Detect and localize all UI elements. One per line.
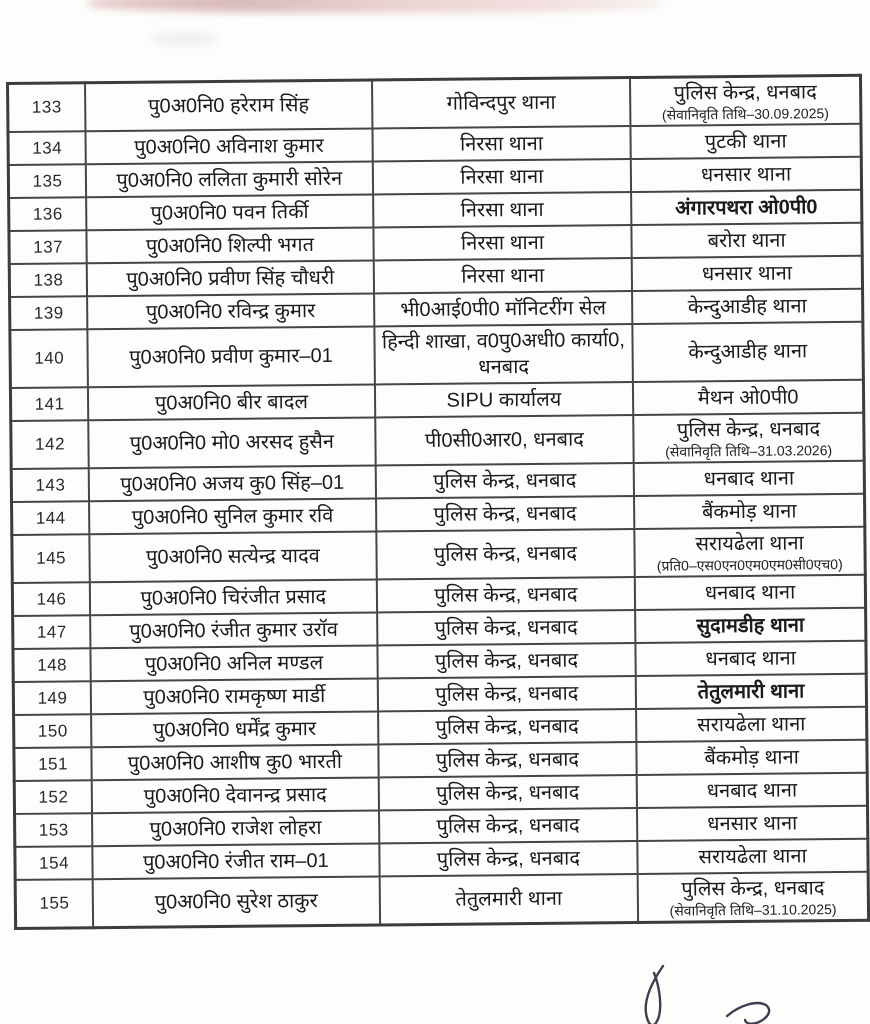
to-posting-cell bbox=[633, 380, 864, 415]
to-posting: धनसार थाना bbox=[707, 812, 798, 836]
officer-name: पु0अ0नि0 राजेश लोहरा bbox=[149, 816, 322, 841]
to-posting: केन्दुआडीह थाना bbox=[688, 340, 808, 364]
officer-name: पु0अ0नि0 रामकृष्ण मार्डी bbox=[143, 684, 326, 709]
retirement-note: (सेवानिवृति तिथि–31.03.2026) bbox=[665, 442, 833, 460]
from-posting: निरसा थाना bbox=[459, 132, 544, 156]
from-posting: पुलिस केन्द्र, धनबाद bbox=[435, 715, 579, 739]
officer-name: पु0अ0नि0 अजय कु0 सिंह–01 bbox=[120, 471, 345, 496]
to-posting: धनसार थाना bbox=[700, 163, 792, 186]
from-posting-cell bbox=[375, 415, 634, 466]
table-row bbox=[11, 413, 864, 469]
serial-cell bbox=[14, 780, 92, 814]
officer-name: पु0अ0नि0 सुनिल कुमार रवि bbox=[131, 504, 334, 529]
to-posting-cell bbox=[637, 773, 868, 808]
name-cell bbox=[88, 418, 375, 469]
table-row bbox=[12, 527, 865, 583]
retirement-note: (सेवानिवृति तिथि–31.10.2025) bbox=[669, 901, 837, 919]
to-posting-cell bbox=[631, 124, 862, 159]
from-posting-cell bbox=[374, 291, 633, 326]
table-row bbox=[15, 872, 868, 929]
to-posting-cell bbox=[634, 494, 865, 529]
serial-number: 149 bbox=[37, 688, 68, 708]
name-cell bbox=[93, 877, 380, 928]
to-posting: सरायढेला थाना bbox=[698, 845, 807, 869]
serial-number: 153 bbox=[38, 820, 69, 840]
to-posting-cell bbox=[632, 289, 863, 324]
name-cell bbox=[91, 646, 378, 682]
serial-number: 141 bbox=[34, 394, 65, 414]
to-posting: पुलिस केन्द्र, धनबाद bbox=[676, 418, 821, 442]
serial-cell bbox=[13, 615, 91, 649]
serial-number: 142 bbox=[35, 434, 66, 454]
name-cell bbox=[90, 613, 377, 649]
name-cell bbox=[89, 532, 376, 583]
officer-name: पु0अ0नि0 पवन तिर्की bbox=[150, 200, 309, 225]
serial-number: 134 bbox=[32, 138, 63, 158]
to-posting: पुलिस केन्द्र, धनबाद bbox=[673, 81, 817, 105]
officer-name: पु0अ0नि0 प्रवीण कुमार–01 bbox=[129, 344, 333, 369]
to-posting-cell bbox=[638, 872, 869, 923]
to-posting: धनसार थाना bbox=[701, 262, 793, 285]
serial-cell bbox=[14, 714, 92, 748]
from-posting-cell bbox=[375, 382, 634, 417]
officer-name: पु0अ0नि0 आशीष कु0 भारती bbox=[127, 750, 343, 775]
serial-number: 147 bbox=[36, 622, 67, 642]
name-cell bbox=[92, 844, 379, 880]
serial-cell bbox=[12, 582, 90, 616]
to-posting: बरोरा थाना bbox=[707, 229, 786, 252]
serial-number: 133 bbox=[31, 97, 62, 117]
serial-cell bbox=[8, 164, 86, 198]
serial-cell bbox=[8, 131, 86, 165]
from-posting: पी0सी0आर0, धनबाद bbox=[424, 428, 584, 453]
serial-number: 148 bbox=[37, 655, 68, 675]
from-posting-cell bbox=[376, 496, 635, 531]
name-cell bbox=[92, 778, 379, 814]
serial-cell bbox=[15, 846, 93, 880]
to-posting-cell bbox=[636, 707, 867, 742]
faint-scan-artifact bbox=[150, 34, 220, 44]
officer-name: पु0अ0नि0 प्रवीण सिंह चौधरी bbox=[126, 266, 335, 291]
from-posting: निरसा थाना bbox=[460, 198, 544, 222]
to-posting-cell bbox=[637, 806, 868, 841]
from-posting: भी0आई0पी0 मॉनिटरींग सेल bbox=[400, 296, 607, 321]
from-posting-cell bbox=[379, 874, 638, 925]
serial-cell bbox=[9, 230, 87, 264]
from-posting: पुलिस केन्द्र, धनबाद bbox=[433, 542, 578, 567]
from-posting-cell bbox=[372, 78, 631, 129]
top-ink-smudge-artifact bbox=[88, 0, 663, 13]
to-posting-cell bbox=[635, 527, 866, 577]
transfer-table-container bbox=[6, 74, 870, 931]
serial-number: 146 bbox=[36, 589, 67, 609]
serial-cell bbox=[12, 534, 90, 583]
from-posting: निरसा थाना bbox=[461, 264, 545, 288]
name-cell bbox=[85, 80, 372, 131]
officer-name: पु0अ0नि0 रविन्द्र कुमार bbox=[145, 299, 316, 324]
to-posting-cell bbox=[633, 322, 864, 382]
serial-number: 144 bbox=[35, 508, 66, 528]
to-posting: बैंकमोड़ थाना bbox=[701, 500, 797, 524]
name-cell bbox=[89, 499, 376, 535]
from-posting-cell bbox=[373, 225, 632, 260]
to-posting: धनबाद थाना bbox=[705, 647, 796, 671]
from-posting-cell bbox=[378, 742, 637, 777]
to-posting: तेतुलमारी थाना bbox=[697, 680, 805, 704]
name-cell bbox=[92, 745, 379, 781]
from-posting: पुलिस केन्द्र, धनबाद bbox=[435, 748, 580, 772]
from-posting: पुलिस केन्द्र, धनबाद bbox=[436, 781, 580, 805]
name-cell bbox=[88, 385, 375, 421]
serial-cell bbox=[15, 813, 93, 847]
to-posting-cell bbox=[632, 223, 863, 258]
retirement-note: (सेवानिवृति तिथि–30.09.2025) bbox=[661, 105, 829, 123]
to-posting: सुदामडीह थाना bbox=[696, 614, 805, 638]
from-posting-cell bbox=[378, 775, 637, 810]
from-posting: पुलिस केन्द्र, धनबाद bbox=[434, 583, 578, 607]
from-posting: पुलिस केन्द्र, धनबाद bbox=[434, 616, 578, 640]
to-posting-cell bbox=[632, 256, 863, 291]
serial-number: 140 bbox=[34, 348, 65, 368]
serial-cell bbox=[14, 747, 92, 781]
name-cell bbox=[91, 712, 378, 748]
from-posting-cell bbox=[372, 126, 631, 161]
officer-name: पु0अ0नि0 चिरंजीत प्रसाद bbox=[140, 585, 327, 610]
serial-cell bbox=[13, 648, 91, 682]
name-cell bbox=[92, 811, 379, 847]
name-cell bbox=[89, 466, 376, 502]
from-posting: हिन्दी शाखा, व0पु0अधी0 कार्या0, धनबाद bbox=[381, 329, 625, 379]
name-cell bbox=[87, 261, 374, 297]
to-posting-cell bbox=[631, 157, 862, 192]
from-posting-cell bbox=[377, 643, 636, 678]
officer-name: पु0अ0नि0 रंजीत राम–01 bbox=[142, 849, 329, 874]
officer-name: पु0अ0नि0 रंजीत कुमार उरॉव bbox=[129, 618, 339, 643]
to-posting: धनबाद थाना bbox=[703, 467, 795, 491]
to-posting: पुटकी थाना bbox=[704, 130, 787, 153]
from-posting-cell bbox=[377, 610, 636, 645]
officer-name: पु0अ0नि0 बीर बादल bbox=[154, 390, 309, 415]
from-posting: पुलिस केन्द्र, धनबाद bbox=[433, 469, 577, 493]
from-posting-cell bbox=[377, 676, 636, 711]
from-posting-cell bbox=[372, 159, 631, 194]
serial-number: 150 bbox=[37, 721, 68, 741]
from-posting-cell bbox=[379, 841, 638, 876]
table-row bbox=[10, 322, 864, 388]
name-cell bbox=[86, 162, 373, 198]
serial-number: 136 bbox=[32, 204, 63, 224]
from-posting-cell bbox=[374, 324, 633, 384]
name-cell bbox=[90, 580, 377, 616]
officer-name: पु0अ0नि0 हरेराम सिंह bbox=[148, 94, 310, 118]
to-posting: धनबाद थाना bbox=[706, 779, 798, 803]
from-posting-cell bbox=[376, 577, 635, 612]
officer-name: पु0अ0नि0 सुरेश ठाकुर bbox=[154, 890, 318, 914]
serial-cell bbox=[9, 197, 87, 231]
from-posting: SIPU कार्यालय bbox=[446, 388, 562, 412]
to-posting-cell bbox=[633, 413, 864, 463]
from-posting-cell bbox=[378, 709, 637, 744]
to-posting: मैथन ओ0पी0 bbox=[697, 386, 799, 409]
to-posting: केन्दुआडीह थाना bbox=[687, 294, 807, 319]
name-cell bbox=[86, 129, 373, 165]
name-cell bbox=[87, 294, 374, 330]
from-posting: निरसा थाना bbox=[460, 165, 544, 189]
serial-number: 155 bbox=[39, 893, 70, 914]
transfer-table-body bbox=[8, 75, 869, 929]
to-posting: बैंकमोड़ थाना bbox=[704, 746, 799, 770]
retirement-note: (प्रति0–एस0एन0एम0एम0सी0एच0) bbox=[656, 556, 843, 574]
officer-name: पु0अ0नि0 अविनाश कुमार bbox=[134, 134, 324, 159]
serial-cell bbox=[11, 420, 89, 469]
from-posting: निरसा थाना bbox=[460, 231, 545, 255]
to-posting-cell bbox=[631, 190, 862, 225]
to-posting: सरायढेला थाना bbox=[697, 713, 806, 737]
to-posting-cell bbox=[634, 461, 865, 496]
to-posting-cell bbox=[635, 608, 866, 643]
to-posting: अंगारपथरा ओ0पी0 bbox=[675, 195, 818, 220]
officer-name: पु0अ0नि0 सत्येन्द्र यादव bbox=[146, 545, 320, 569]
officer-name: पु0अ0नि0 देवानन्द्र प्रसाद bbox=[143, 783, 327, 808]
serial-cell bbox=[13, 681, 91, 715]
from-posting: गोविन्दपुर थाना bbox=[446, 91, 556, 115]
name-cell bbox=[86, 195, 373, 231]
serial-number: 154 bbox=[39, 853, 70, 873]
serial-number: 145 bbox=[36, 548, 67, 568]
from-posting: पुलिस केन्द्र, धनबाद bbox=[434, 649, 579, 673]
to-posting: पुलिस केन्द्र, धनबाद bbox=[681, 877, 825, 901]
from-posting: पुलिस केन्द्र, धनबाद bbox=[435, 682, 579, 706]
serial-cell bbox=[12, 501, 90, 535]
from-posting: तेतुलमारी थाना bbox=[455, 888, 563, 912]
to-posting-cell bbox=[636, 641, 867, 676]
officer-name: पु0अ0नि0 अनिल मण्डल bbox=[144, 651, 324, 676]
serial-cell bbox=[8, 83, 86, 132]
to-posting-cell bbox=[630, 75, 861, 126]
from-posting: पुलिस केन्द्र, धनबाद bbox=[433, 502, 577, 526]
to-posting: सरायढेला थाना bbox=[695, 532, 804, 556]
serial-number: 138 bbox=[33, 270, 64, 290]
transfer-table bbox=[6, 74, 870, 931]
serial-cell bbox=[10, 387, 88, 421]
serial-number: 151 bbox=[38, 754, 69, 774]
officer-name: पु0अ0नि0 ललिता कुमारी सोरेन bbox=[116, 167, 343, 192]
serial-number: 143 bbox=[35, 475, 66, 495]
to-posting: धनबाद थाना bbox=[704, 581, 796, 605]
serial-number: 152 bbox=[38, 787, 69, 807]
to-posting-cell bbox=[636, 674, 867, 709]
serial-cell bbox=[11, 468, 89, 502]
officer-name: पु0अ0नि0 मो0 अरसद हुसैन bbox=[129, 431, 334, 455]
from-posting-cell bbox=[373, 192, 632, 227]
to-posting-cell bbox=[638, 839, 869, 874]
table-row bbox=[8, 75, 861, 132]
name-cell bbox=[91, 679, 378, 715]
from-posting-cell bbox=[373, 258, 632, 293]
from-posting-cell bbox=[375, 463, 634, 498]
officer-name: पु0अ0नि0 धर्मेंद्र कुमार bbox=[153, 717, 317, 742]
serial-cell bbox=[15, 879, 93, 928]
officer-name: पु0अ0नि0 शिल्पी भगत bbox=[145, 233, 315, 258]
to-posting-cell bbox=[637, 740, 868, 775]
from-posting: पुलिस केन्द्र, धनबाद bbox=[436, 847, 581, 871]
name-cell bbox=[88, 327, 375, 388]
from-posting-cell bbox=[379, 808, 638, 843]
serial-number: 135 bbox=[32, 171, 63, 191]
name-cell bbox=[87, 228, 374, 264]
serial-cell bbox=[9, 263, 87, 297]
serial-number: 139 bbox=[33, 303, 64, 323]
serial-number: 137 bbox=[33, 237, 64, 257]
to-posting-cell bbox=[635, 575, 866, 610]
from-posting-cell bbox=[376, 529, 635, 580]
serial-cell bbox=[10, 296, 88, 330]
serial-cell bbox=[10, 329, 88, 388]
from-posting: पुलिस केन्द्र, धनबाद bbox=[436, 814, 580, 838]
